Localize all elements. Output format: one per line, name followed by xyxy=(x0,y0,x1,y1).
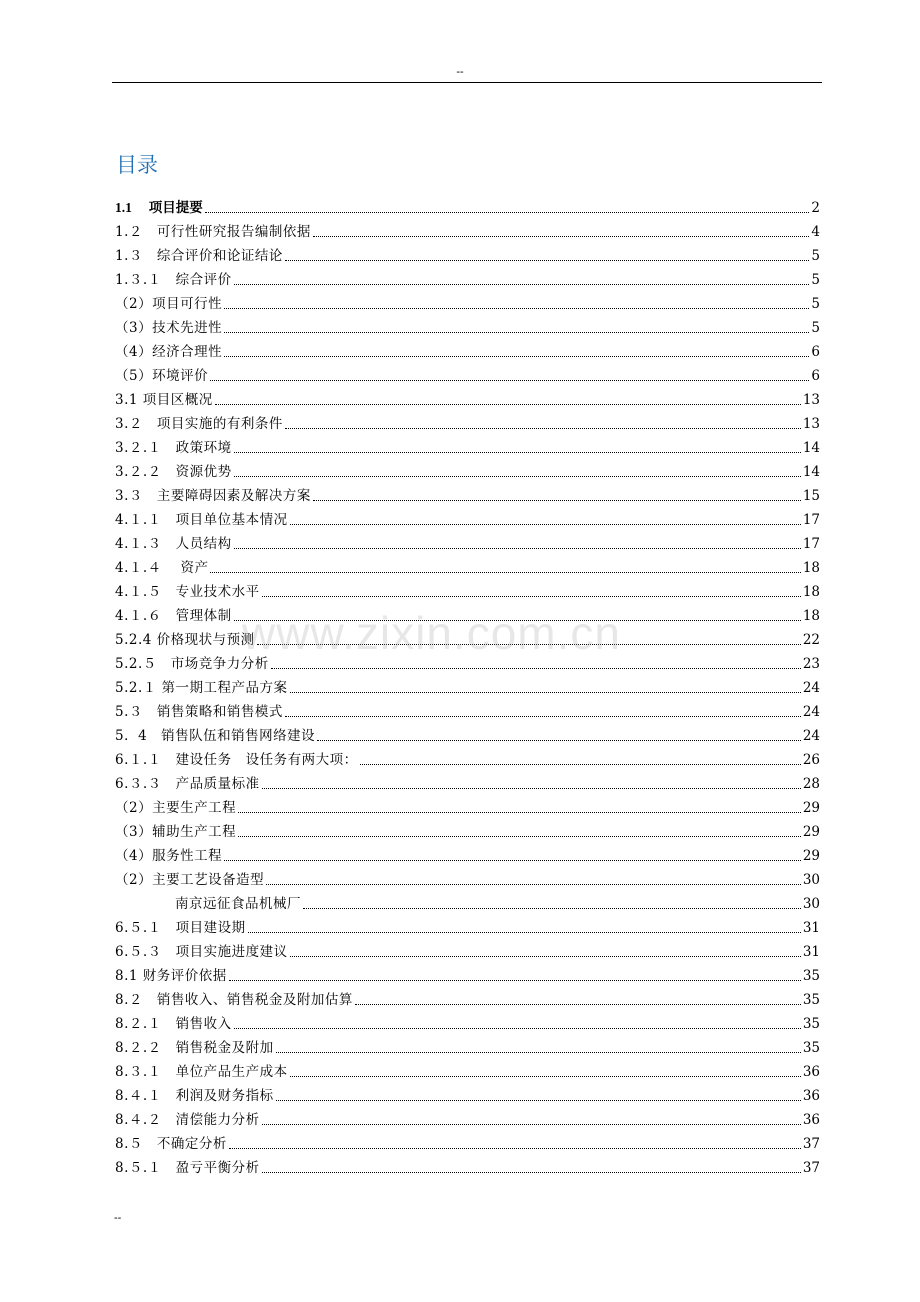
toc-dot-leader xyxy=(266,884,801,885)
toc-entry-label: 5．4 销售队伍和销售网络建设 xyxy=(115,728,316,744)
toc-entry-label: 8.２ 销售收入、销售税金及附加估算 xyxy=(115,992,353,1008)
toc-entry-page-number: 6 xyxy=(811,344,820,360)
toc-entry-page-number: 31 xyxy=(802,920,820,936)
toc-entry[interactable] xyxy=(115,1009,820,1033)
toc-entry[interactable] xyxy=(115,1153,820,1177)
toc-entry-label: （2）主要生产工程 xyxy=(115,800,237,816)
toc-entry-label: 1.３.１ 综合评价 xyxy=(115,272,232,288)
toc-entry-page-number: 5 xyxy=(811,272,820,288)
toc-entry-label: 6.５.３ 项目实施进度建议 xyxy=(115,944,288,960)
toc-entry-label: 4.１.５ 专业技术水平 xyxy=(115,584,260,600)
toc-entry-label: （2）主要工艺设备造型 xyxy=(115,872,265,888)
toc-entry[interactable] xyxy=(115,481,820,505)
toc-entry-page-number: 14 xyxy=(802,440,820,456)
toc-entry-page-number: 30 xyxy=(802,896,820,912)
toc-dot-leader xyxy=(355,1004,801,1005)
toc-dot-leader xyxy=(262,1124,801,1125)
toc-dot-leader xyxy=(285,428,801,429)
watermark: www.zixin.com.cn xyxy=(242,607,621,659)
toc-entry-label: 6.５.１ 项目建设期 xyxy=(115,920,246,936)
toc-entry-label: 1.２ 可行性研究报告编制依据 xyxy=(115,224,311,240)
toc-entry-page-number: 22 xyxy=(802,632,820,648)
toc-dot-leader xyxy=(215,404,801,405)
toc-dot-leader xyxy=(262,596,801,597)
toc-entry-page-number: 23 xyxy=(802,656,820,672)
toc-entry[interactable] xyxy=(115,841,820,865)
toc-dot-leader xyxy=(234,1028,801,1029)
toc-entry-page-number: 6 xyxy=(811,368,820,384)
toc-entry-page-number: 18 xyxy=(802,584,820,600)
toc-entry[interactable] xyxy=(115,337,820,361)
toc-entry[interactable] xyxy=(115,241,820,265)
toc-entry-label: 3.２ 项目实施的有利条件 xyxy=(115,416,283,432)
toc-entry[interactable] xyxy=(115,457,820,481)
toc-entry-label: 8.３.１ 单位产品生产成本 xyxy=(115,1064,288,1080)
page-footer-mark: -- xyxy=(114,1212,122,1224)
toc-title: 目录 xyxy=(116,153,158,177)
toc-entry-label: 5.３ 销售策略和销售模式 xyxy=(115,704,283,720)
toc-entry[interactable] xyxy=(115,601,820,625)
toc-entry-label: 8.４.２ 清偿能力分析 xyxy=(115,1112,260,1128)
toc-entry-page-number: 18 xyxy=(802,608,820,624)
toc-dot-leader xyxy=(276,1100,801,1101)
toc-dot-leader xyxy=(234,548,801,549)
toc-entry-page-number: 36 xyxy=(802,1088,820,1104)
toc-dot-leader xyxy=(262,788,801,789)
toc-entry-page-number: 2 xyxy=(811,200,820,216)
toc-entry-page-number: 36 xyxy=(802,1112,820,1128)
toc-dot-leader xyxy=(290,524,801,525)
toc-dot-leader xyxy=(238,812,801,813)
toc-dot-leader xyxy=(248,932,801,933)
toc-dot-leader xyxy=(317,740,801,741)
toc-entry[interactable] xyxy=(115,697,820,721)
toc-entry-page-number: 35 xyxy=(802,1040,820,1056)
toc-entry-page-number: 13 xyxy=(802,392,820,408)
toc-dot-leader xyxy=(290,956,801,957)
toc-dot-leader xyxy=(210,572,800,573)
toc-entry-page-number: 24 xyxy=(802,728,820,744)
toc-entry-label: 5.2.4 价格现状与预测 xyxy=(115,632,255,648)
toc-dot-leader xyxy=(234,620,801,621)
toc-entry-page-number: 4 xyxy=(811,224,820,240)
toc-dot-leader xyxy=(238,836,801,837)
toc-entry-page-number: 5 xyxy=(811,320,820,336)
toc-entry-page-number: 31 xyxy=(802,944,820,960)
toc-dot-leader xyxy=(290,1076,801,1077)
toc-dot-leader xyxy=(313,236,810,237)
toc-entry-page-number: 18 xyxy=(802,560,820,576)
toc-dot-leader xyxy=(234,476,801,477)
toc-entry-page-number: 37 xyxy=(802,1136,820,1152)
toc-entry-label: （5）环境评价 xyxy=(115,368,209,384)
toc-entry[interactable] xyxy=(115,865,820,889)
toc-dot-leader xyxy=(303,908,801,909)
toc-dot-leader xyxy=(224,332,809,333)
toc-dot-leader xyxy=(229,980,801,981)
toc-entry-label: （4）经济合理性 xyxy=(115,344,223,360)
toc-entry-page-number: 35 xyxy=(802,968,820,984)
toc-entry[interactable] xyxy=(115,577,820,601)
toc-entry-label: 8.４.１ 利润及财务指标 xyxy=(115,1088,274,1104)
toc-dot-leader xyxy=(285,260,810,261)
toc-entry[interactable] xyxy=(115,361,820,385)
toc-entry-page-number: 36 xyxy=(802,1064,820,1080)
toc-entry[interactable] xyxy=(115,889,820,913)
toc-entry-page-number: 24 xyxy=(802,680,820,696)
toc-entry-label: 3.1 项目区概况 xyxy=(115,392,213,408)
toc-entry-label: 3.２.１ 政策环境 xyxy=(115,440,232,456)
toc-dot-leader xyxy=(234,452,801,453)
toc-entry[interactable] xyxy=(115,553,820,577)
toc-dot-leader xyxy=(210,380,809,381)
toc-entry-page-number: 37 xyxy=(802,1160,820,1176)
toc-entry-label: 5.2.１ 第一期工程产品方案 xyxy=(115,680,288,696)
toc-entry-page-number: 35 xyxy=(802,992,820,1008)
toc-entry-page-number: 24 xyxy=(802,704,820,720)
toc-entry-label: （2）项目可行性 xyxy=(115,296,223,312)
toc-entry[interactable] xyxy=(115,649,820,673)
toc-entry-page-number: 14 xyxy=(802,464,820,480)
toc-entry-label: 8.1 财务评价依据 xyxy=(115,968,227,984)
toc-entry-label: 3.３ 主要障碍因素及解决方案 xyxy=(115,488,311,504)
toc-entry-page-number: 17 xyxy=(802,536,820,552)
toc-entry[interactable] xyxy=(115,529,820,553)
toc-entry[interactable] xyxy=(115,289,820,313)
toc-entry-page-number: 29 xyxy=(802,848,820,864)
toc-dot-leader xyxy=(360,764,801,765)
toc-entry-page-number: 26 xyxy=(802,752,820,768)
toc-entry[interactable] xyxy=(115,745,820,769)
toc-entry-page-number: 17 xyxy=(802,512,820,528)
toc-entry-label: 南京远征食品机械厂 xyxy=(175,896,301,912)
toc-dot-leader xyxy=(276,1052,801,1053)
toc-entry-label: （3）技术先进性 xyxy=(115,320,223,336)
toc-entry[interactable] xyxy=(115,505,820,529)
toc-entry[interactable] xyxy=(115,1105,820,1129)
toc-entry[interactable] xyxy=(115,817,820,841)
toc-dot-leader xyxy=(262,1172,801,1173)
toc-entry-page-number: 30 xyxy=(802,872,820,888)
toc-entry-page-number: 29 xyxy=(802,824,820,840)
toc-entry[interactable] xyxy=(115,937,820,961)
toc-entry[interactable] xyxy=(115,217,820,241)
toc-entry[interactable] xyxy=(115,433,820,457)
toc-entry-label: 8.２.２ 销售税金及附加 xyxy=(115,1040,274,1056)
toc-entry[interactable] xyxy=(115,1057,820,1081)
toc-entry[interactable] xyxy=(115,1033,820,1057)
toc-entry[interactable] xyxy=(115,625,820,649)
toc-entry-label: 8.５ 不确定分析 xyxy=(115,1136,227,1152)
toc-entry[interactable] xyxy=(115,985,820,1009)
toc-entry-label: 4.１.１ 项目单位基本情况 xyxy=(115,512,288,528)
toc-dot-leader xyxy=(224,308,809,309)
toc-entry[interactable] xyxy=(115,961,820,985)
toc-entry-page-number: 5 xyxy=(811,248,820,264)
toc-entry-label: 8.２.１ 销售收入 xyxy=(115,1016,232,1032)
toc-dot-leader xyxy=(205,212,810,213)
table-of-contents xyxy=(115,193,820,1177)
toc-dot-leader xyxy=(257,644,801,645)
toc-entry-label: 1.1 项目提要 xyxy=(115,200,203,215)
toc-entry-page-number: 35 xyxy=(802,1016,820,1032)
toc-entry-page-number: 28 xyxy=(802,776,820,792)
toc-entry[interactable] xyxy=(115,193,820,217)
toc-entry-page-number: 5 xyxy=(811,296,820,312)
toc-entry-page-number: 29 xyxy=(802,800,820,816)
toc-entry-label: 8.５.１ 盈亏平衡分析 xyxy=(115,1160,260,1176)
toc-entry[interactable] xyxy=(115,673,820,697)
toc-entry[interactable] xyxy=(115,265,820,289)
toc-entry-label: （4）服务性工程 xyxy=(115,848,223,864)
toc-entry[interactable] xyxy=(115,313,820,337)
toc-dot-leader xyxy=(313,500,801,501)
toc-entry[interactable] xyxy=(115,385,820,409)
toc-entry-label: 5.2.５ 市场竞争力分析 xyxy=(115,656,269,672)
toc-entry[interactable] xyxy=(115,721,820,745)
toc-entry[interactable] xyxy=(115,1081,820,1105)
toc-dot-leader xyxy=(285,716,801,717)
toc-entry-page-number: 15 xyxy=(802,488,820,504)
header-divider xyxy=(112,82,822,83)
toc-dot-leader xyxy=(290,692,801,693)
toc-entry-label: 6.１.１ 建设任务 设任务有两大项： xyxy=(115,752,358,768)
toc-dot-leader xyxy=(224,860,801,861)
toc-entry-label: 6.３.３ 产品质量标准 xyxy=(115,776,260,792)
toc-entry-label: 1.３ 综合评价和论证结论 xyxy=(115,248,283,264)
toc-entry[interactable] xyxy=(115,409,820,433)
toc-dot-leader xyxy=(234,284,810,285)
toc-entry-page-number: 13 xyxy=(802,416,820,432)
toc-dot-leader xyxy=(271,668,801,669)
toc-entry[interactable] xyxy=(115,793,820,817)
toc-entry[interactable] xyxy=(115,769,820,793)
toc-entry-label: 4.１.３ 人员结构 xyxy=(115,536,232,552)
toc-entry-label: 4.１.４ 资产 xyxy=(115,560,209,576)
toc-entry[interactable] xyxy=(115,913,820,937)
toc-dot-leader xyxy=(229,1148,801,1149)
page-header-mark: -- xyxy=(456,66,464,78)
toc-entry-label: 4.１.６ 管理体制 xyxy=(115,608,232,624)
toc-entry-label: （3）辅助生产工程 xyxy=(115,824,237,840)
toc-entry[interactable] xyxy=(115,1129,820,1153)
toc-dot-leader xyxy=(224,356,809,357)
toc-entry-label: 3.２.２ 资源优势 xyxy=(115,464,232,480)
